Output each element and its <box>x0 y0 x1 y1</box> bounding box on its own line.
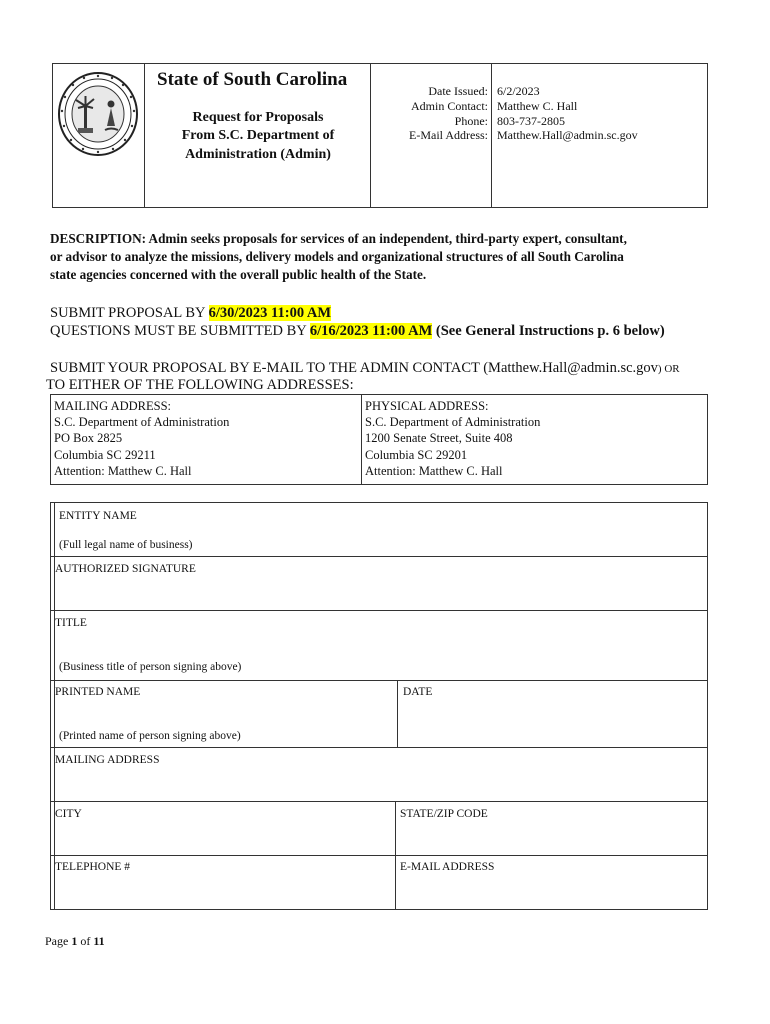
mailing-address-line-2: PO Box 2825 <box>54 431 123 445</box>
rfp-line-3: Administration (Admin) <box>185 147 331 162</box>
email-label: E-Mail Address: <box>409 128 488 142</box>
form-row-sep-2 <box>50 610 708 611</box>
email-address-field[interactable] <box>398 877 706 907</box>
page-number <box>45 934 105 949</box>
entity-name-hint: (Full legal name of business) <box>59 539 193 551</box>
page-current: 1 <box>71 934 78 948</box>
form-col-sep-2 <box>395 801 396 910</box>
authorized-signature-label: AUTHORIZED SIGNATURE <box>55 563 196 575</box>
form-row-sep-5 <box>50 801 708 802</box>
form-row-sep-4 <box>50 747 708 748</box>
entity-name-field[interactable] <box>56 525 706 537</box>
physical-address-line-3: Columbia SC 29201 <box>365 448 468 462</box>
submit-deadline <box>50 305 331 322</box>
printed-name-field[interactable] <box>56 702 394 728</box>
page-total: 11 <box>93 934 105 948</box>
form-row-sep-3 <box>50 680 708 681</box>
admin-contact-label: Admin Contact: <box>411 99 488 113</box>
physical-address-heading: PHYSICAL ADDRESS: <box>365 399 489 413</box>
submit-deadline-prefix: SUBMIT PROPOSAL BY <box>50 305 209 321</box>
questions-deadline-prefix: QUESTIONS MUST BE SUBMITTED BY <box>50 323 310 339</box>
rfp-line-2: From S.C. Department of <box>181 128 335 143</box>
state-seal-icon <box>56 70 140 158</box>
phone-label: Phone: <box>454 114 488 128</box>
title-label: TITLE <box>55 617 87 629</box>
rfp-line-1: Request for Proposals <box>192 110 324 125</box>
submission-line-1 <box>50 360 680 377</box>
form-row-sep-6 <box>50 855 708 856</box>
printed-name-label: PRINTED NAME <box>55 686 141 698</box>
questions-deadline-date: 6/16/2023 11:00 AM <box>309 323 433 339</box>
admin-contact-value: Matthew C. Hall <box>497 99 578 113</box>
telephone-label: TELEPHONE # <box>55 861 131 873</box>
submission-email[interactable]: Matthew.Hall@admin.sc.gov <box>488 360 658 376</box>
mailing-address-line-4: Attention: Matthew C. Hall <box>54 464 192 478</box>
questions-deadline-note: (See General Instructions p. 6 below) <box>432 323 665 339</box>
physical-address-line-4: Attention: Matthew C. Hall <box>365 464 503 478</box>
email-address-label: E-MAIL ADDRESS <box>400 861 495 873</box>
entity-name-label: ENTITY NAME <box>59 510 137 522</box>
mailing-address-field[interactable] <box>56 770 706 799</box>
page-of: of <box>77 934 94 948</box>
description-line-2: or advisor to analyze the missions, delivery models and organizational structures of all South Carolina <box>50 249 624 264</box>
header-divider-3 <box>491 63 492 208</box>
date-label: DATE <box>403 686 433 698</box>
header-divider-1 <box>144 63 145 208</box>
printed-name-hint: (Printed name of person signing above) <box>59 730 241 742</box>
form-row-sep-1 <box>50 556 708 557</box>
mailing-address-heading: MAILING ADDRESS: <box>54 399 172 413</box>
form-col-sep-1 <box>397 680 398 747</box>
header-divider-2 <box>370 63 371 208</box>
title-field[interactable] <box>56 633 706 659</box>
physical-address-line-1: S.C. Department of Administration <box>365 415 541 429</box>
physical-address-line-2: 1200 Senate Street, Suite 408 <box>365 431 513 445</box>
questions-deadline <box>50 323 665 340</box>
submission-line-1-a: SUBMIT YOUR PROPOSAL BY E-MAIL TO THE ADMIN CONTACT ( <box>50 360 489 376</box>
mailing-address-label: MAILING ADDRESS <box>55 754 160 766</box>
title-hint: (Business title of person signing above) <box>59 661 242 673</box>
description-line-1: DESCRIPTION: Admin seeks proposals for services of an independent, third-party expert, consultant, <box>50 231 627 246</box>
date-issued-value: 6/2/2023 <box>497 84 540 98</box>
address-divider <box>361 394 362 485</box>
state-title: State of South Carolina <box>157 69 348 90</box>
city-label: CITY <box>55 808 82 820</box>
date-issued-label: Date Issued: <box>428 84 488 98</box>
submission-line-1-b: ) OR <box>657 363 680 375</box>
submission-line-2: TO EITHER OF THE FOLLOWING ADDRESSES: <box>46 377 354 393</box>
phone-value: 803-737-2805 <box>497 114 565 128</box>
telephone-field[interactable] <box>56 877 392 907</box>
state-zip-field[interactable] <box>398 824 706 853</box>
mailing-address-line-1: S.C. Department of Administration <box>54 415 230 429</box>
authorized-signature-field[interactable] <box>56 579 706 608</box>
description-line-3: state agencies concerned with the overall public health of the State. <box>50 267 427 282</box>
submit-deadline-date: 6/30/2023 11:00 AM <box>208 305 332 321</box>
date-field[interactable] <box>400 702 706 745</box>
city-field[interactable] <box>56 824 392 853</box>
email-value: Matthew.Hall@admin.sc.gov <box>497 128 638 142</box>
page-prefix: Page <box>45 934 72 948</box>
state-zip-label: STATE/ZIP CODE <box>400 808 488 820</box>
mailing-address-line-3: Columbia SC 29211 <box>54 448 156 462</box>
